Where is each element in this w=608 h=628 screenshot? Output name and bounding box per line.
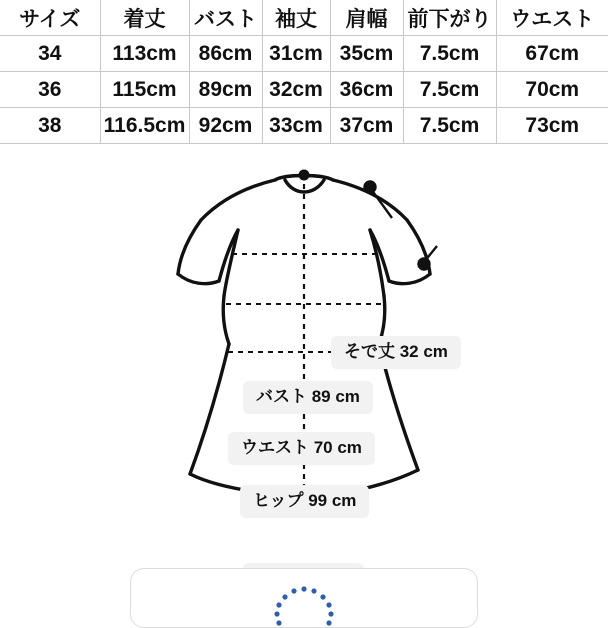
- table-cell: 70cm: [496, 72, 608, 108]
- table-cell: 113cm: [100, 36, 189, 72]
- table-row: [0, 72, 608, 108]
- table-cell: 32cm: [262, 72, 330, 108]
- callout-waist: ウエスト 70 cm: [228, 432, 375, 465]
- table-header-cell: ウエスト: [496, 0, 608, 36]
- table-cell: 7.5cm: [403, 108, 496, 144]
- table-row: [0, 108, 608, 144]
- dress-illustration: [0, 144, 608, 544]
- callout-sleeve-length: そで丈 32 cm: [331, 336, 461, 369]
- table-header-cell: 前下がり: [403, 0, 496, 36]
- table-cell: 116.5cm: [100, 108, 189, 144]
- table-header-cell: サイズ: [0, 0, 100, 36]
- dotted-arc-icon: [269, 583, 339, 628]
- table-cell: 33cm: [262, 108, 330, 144]
- table-cell: 115cm: [100, 72, 189, 108]
- table-header-row: [0, 0, 608, 36]
- table-cell: 37cm: [330, 108, 403, 144]
- table-header-cell: 袖丈: [262, 0, 330, 36]
- table-cell: 38: [0, 108, 100, 144]
- bottom-card-partial: [130, 568, 478, 628]
- table-cell: 89cm: [189, 72, 262, 108]
- table-cell: 86cm: [189, 36, 262, 72]
- table-cell: 35cm: [330, 36, 403, 72]
- table-header-cell: 着丈: [100, 0, 189, 36]
- size-table: [0, 0, 608, 144]
- dress-line-drawing: [0, 144, 608, 544]
- table-cell: 36cm: [330, 72, 403, 108]
- table-cell: 7.5cm: [403, 36, 496, 72]
- table-cell: 73cm: [496, 108, 608, 144]
- table-row: [0, 36, 608, 72]
- table-header-cell: バスト: [189, 0, 262, 36]
- table-cell: 67cm: [496, 36, 608, 72]
- callout-bust: バスト 89 cm: [243, 381, 373, 414]
- table-cell: 7.5cm: [403, 72, 496, 108]
- callout-hip: ヒップ 99 cm: [240, 485, 369, 518]
- table-header-cell: 肩幅: [330, 0, 403, 36]
- table-cell: 34: [0, 36, 100, 72]
- table-cell: 92cm: [189, 108, 262, 144]
- table-cell: 36: [0, 72, 100, 108]
- total-length-top-dot: [299, 170, 310, 181]
- table-cell: 31cm: [262, 36, 330, 72]
